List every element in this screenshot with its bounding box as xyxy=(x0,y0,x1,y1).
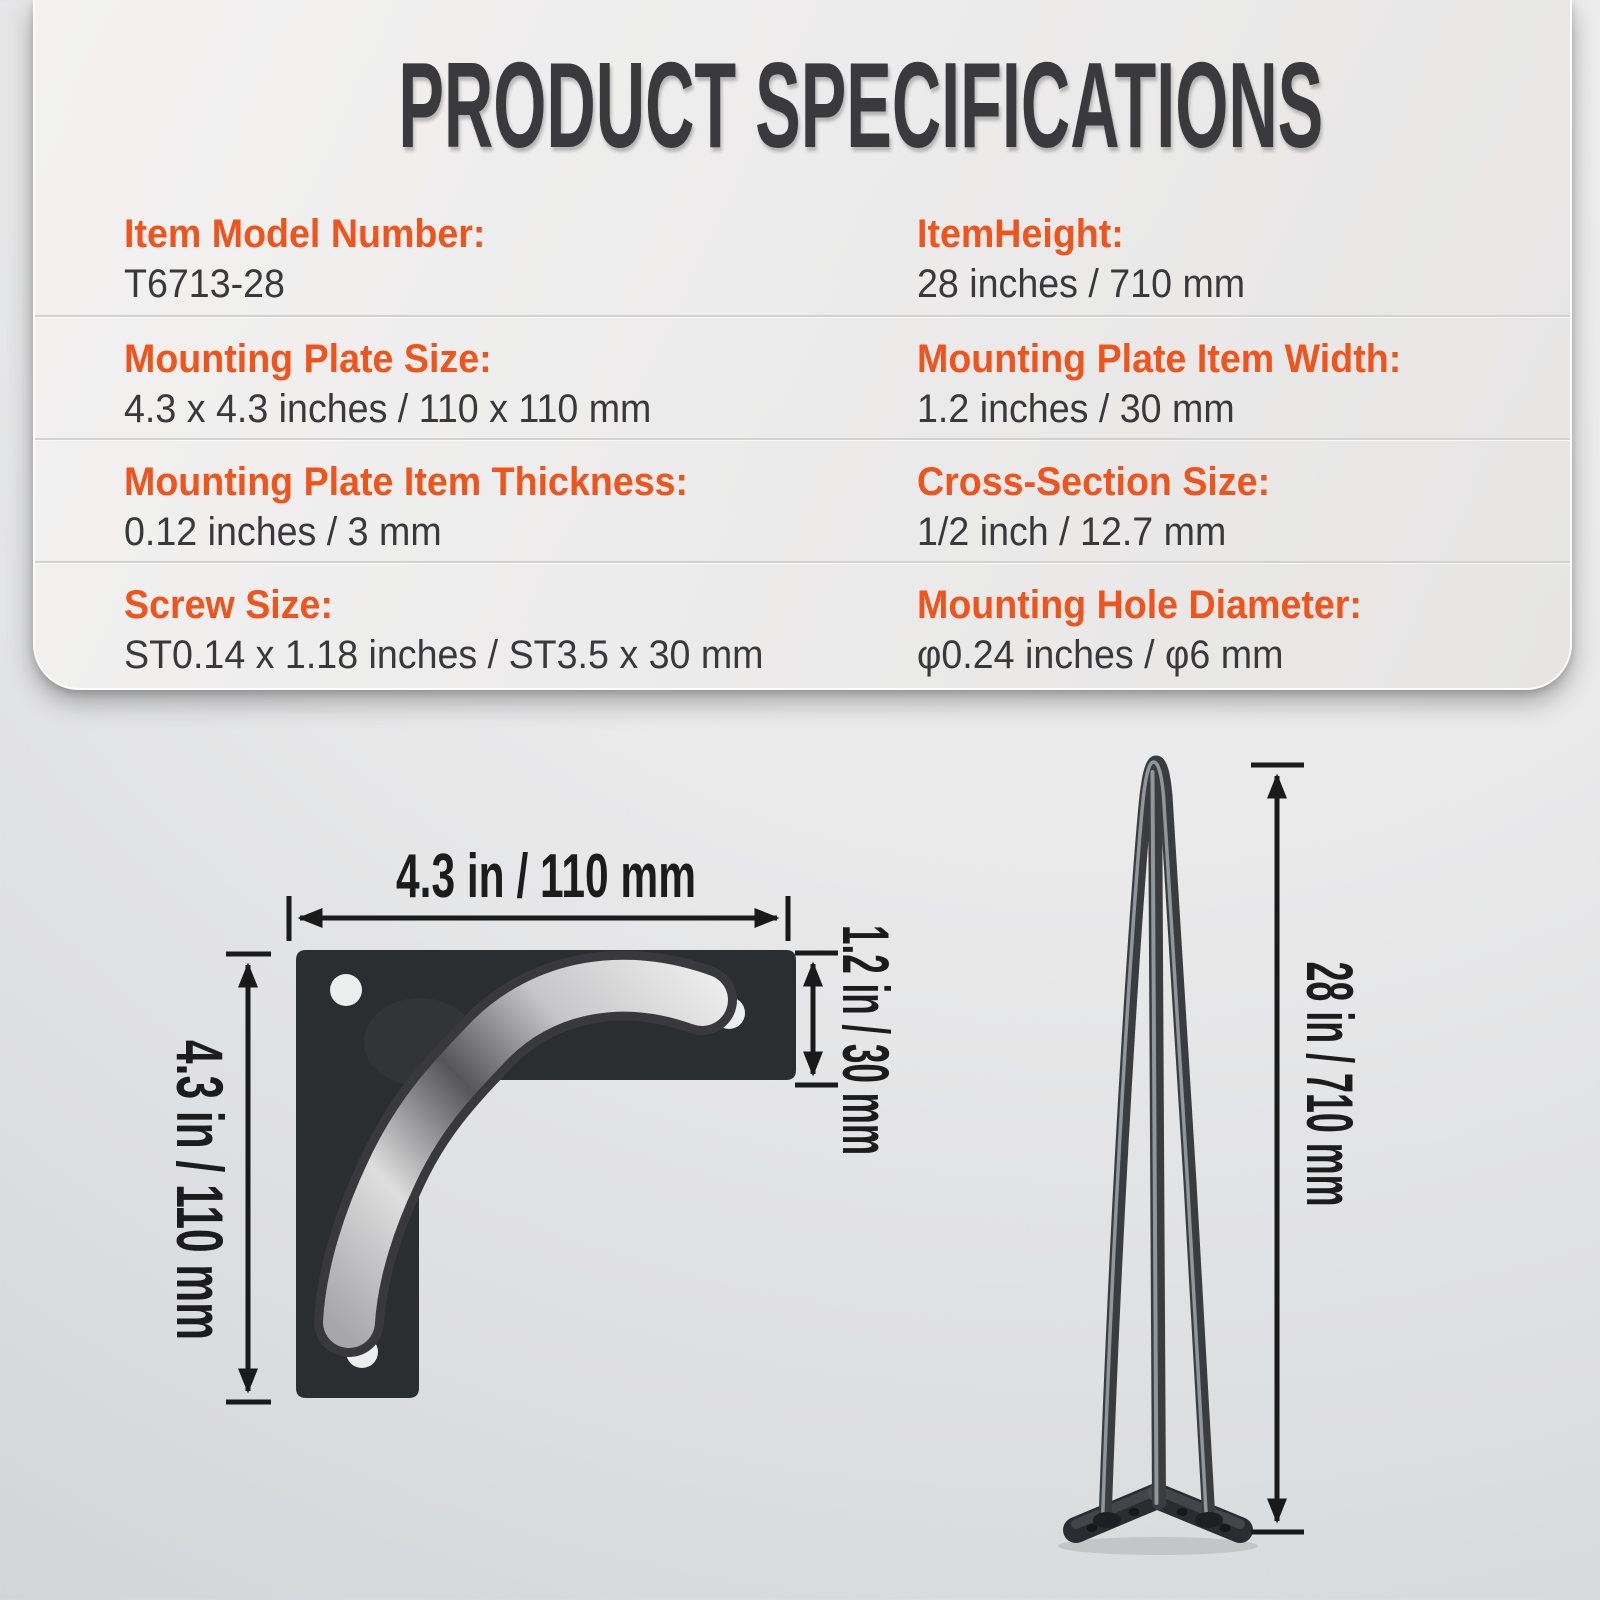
leg-ground-shadow xyxy=(1058,1537,1258,1555)
bracket-plate-width-dimension xyxy=(795,925,903,1358)
spec-value-mounting-hole-diameter: φ0.24 inches / φ6 mm xyxy=(917,633,1284,677)
spec-cell-mounting-plate-item-thickness xyxy=(35,440,917,561)
spec-value-mounting-plate-item-thickness: 0.12 inches / 3 mm xyxy=(124,510,442,554)
spec-row-4 xyxy=(35,561,1570,684)
spec-row-2 xyxy=(35,315,1570,438)
spec-cell-item-height xyxy=(917,192,1570,315)
leg-base-hole-2 xyxy=(1129,1508,1140,1516)
spec-cell-cross-section-size xyxy=(917,440,1570,561)
spec-cell-mounting-plate-item-width xyxy=(917,317,1570,438)
spec-cell-item-model-number xyxy=(35,192,917,315)
spec-card xyxy=(33,0,1572,690)
leg-base-hole-4 xyxy=(1220,1524,1231,1532)
leg-rod-foot-left xyxy=(1093,1512,1121,1528)
spec-table xyxy=(35,192,1570,684)
leg-height-label: 28 in / 710 mm xyxy=(1293,961,1367,1413)
bracket-height-label: 4.3 in / 110 mm xyxy=(163,1040,237,1506)
spec-label-mounting-hole-diameter: Mounting Hole Diameter: xyxy=(917,583,1362,627)
bracket-hole-top-left xyxy=(330,974,362,1006)
spec-label-item-height: ItemHeight: xyxy=(917,212,1124,256)
spec-value-screw-size: ST0.14 x 1.18 inches / ST3.5 x 30 mm xyxy=(124,633,764,677)
spec-cell-screw-size xyxy=(35,563,917,684)
spec-value-cross-section-size: 1/2 inch / 12.7 mm xyxy=(917,510,1227,554)
spec-label-screw-size: Screw Size: xyxy=(124,583,333,627)
leg-hairpin-rods xyxy=(1093,762,1223,1528)
spec-value-mounting-plate-size: 4.3 x 4.3 inches / 110 x 110 mm xyxy=(124,387,652,431)
spec-label-mounting-plate-item-width: Mounting Plate Item Width: xyxy=(917,337,1402,381)
leg-rod-foot-right xyxy=(1195,1512,1223,1528)
leg-height-dimension xyxy=(1251,765,1367,1532)
spec-value-mounting-plate-item-width: 1.2 inches / 30 mm xyxy=(917,387,1235,431)
leg-base-hole-3 xyxy=(1177,1508,1188,1516)
page-title xyxy=(35,37,1570,173)
bracket-width-label: 4.3 in / 110 mm xyxy=(396,842,696,911)
dimension-diagrams xyxy=(0,690,1600,1600)
spec-label-cross-section-size: Cross-Section Size: xyxy=(917,460,1271,504)
spec-label-mounting-plate-item-thickness: Mounting Plate Item Thickness: xyxy=(124,460,689,504)
spec-row-3 xyxy=(35,438,1570,561)
leg-diagram xyxy=(1058,762,1367,1555)
bracket-diagram xyxy=(163,842,903,1506)
spec-label-mounting-plate-size: Mounting Plate Size: xyxy=(124,337,492,381)
spec-label-item-model-number: Item Model Number: xyxy=(124,212,486,256)
leg-base-hole-1 xyxy=(1087,1524,1098,1532)
bracket-width-dimension xyxy=(289,842,788,941)
spec-value-item-height: 28 inches / 710 mm xyxy=(917,262,1246,306)
spec-cell-mounting-hole-diameter xyxy=(917,563,1570,684)
bracket-height-dimension xyxy=(163,954,271,1506)
spec-cell-mounting-plate-size xyxy=(35,317,917,438)
spec-value-item-model-number: T6713-28 xyxy=(124,262,285,306)
spec-row-1 xyxy=(35,192,1570,315)
page-title-text: PRODUCT SPECIFICATIONS xyxy=(398,37,1324,173)
bracket-plate-width-label: 1.2 in / 30 mm xyxy=(829,925,903,1358)
